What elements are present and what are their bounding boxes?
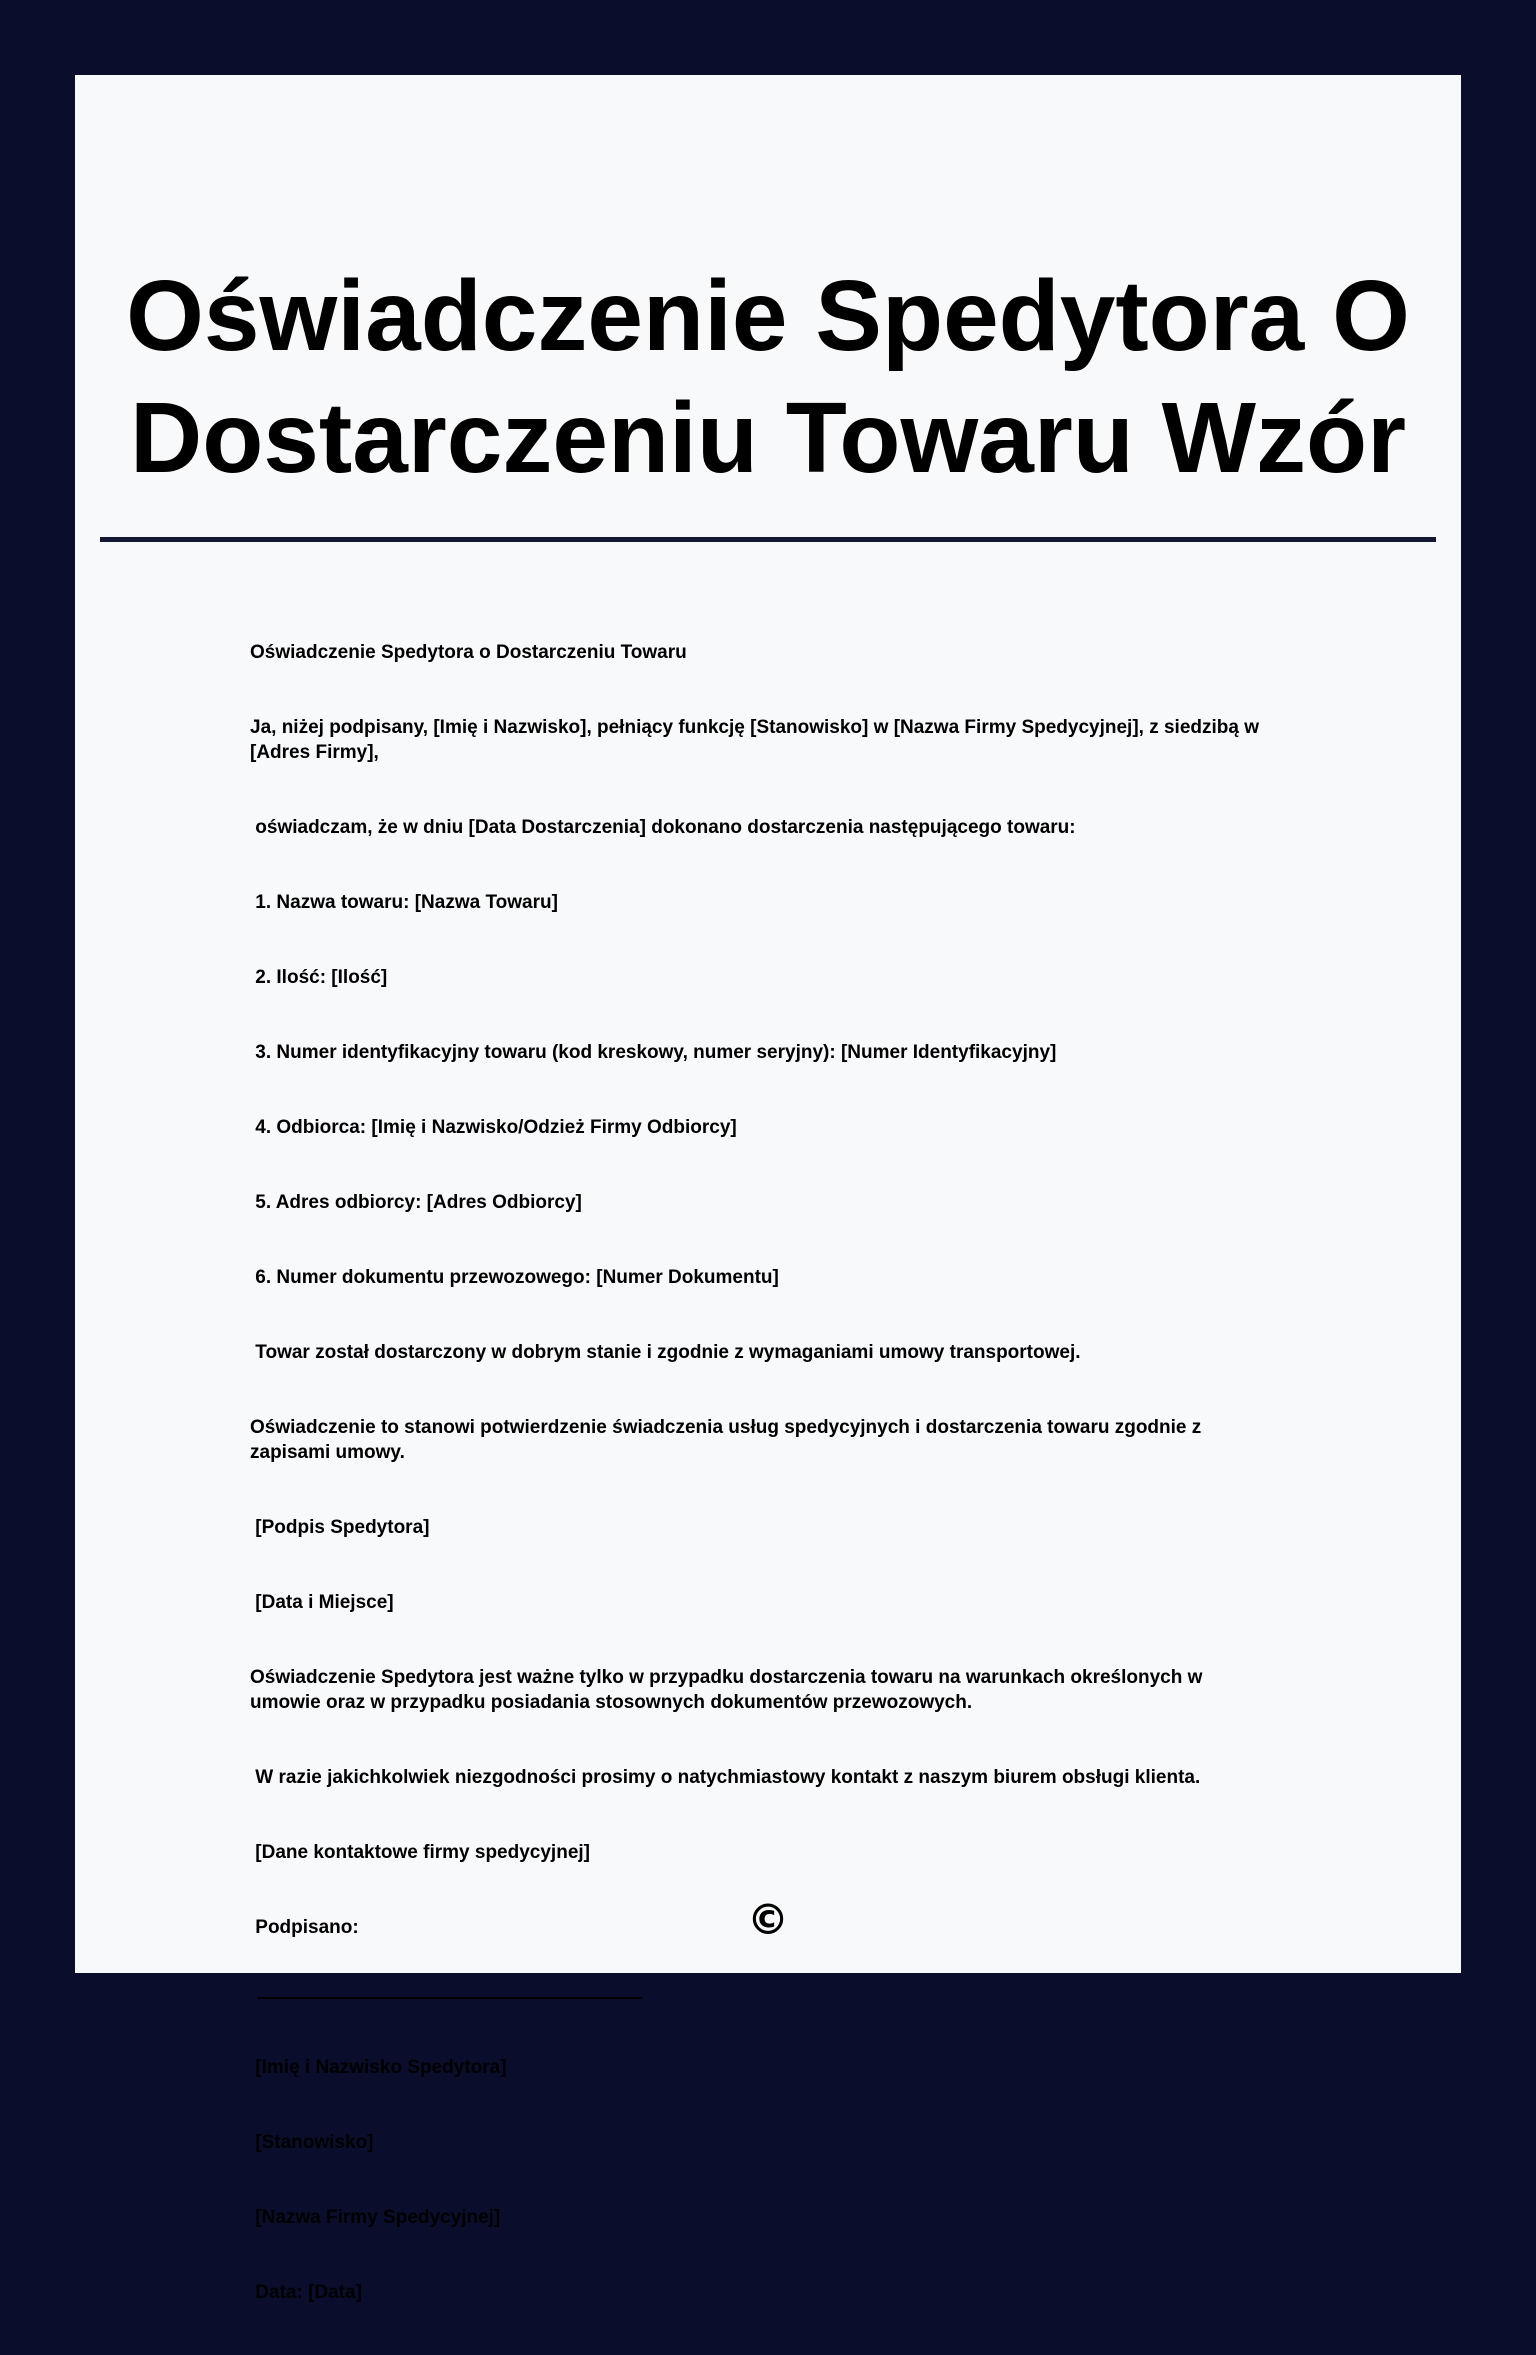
body-line-condition: Towar został dostarczony w dobrym stanie i zgodnie z wymaganiami umowy transportowej. xyxy=(250,1342,1081,1363)
list-item-recipient: 4. Odbiorca: [Imię i Nazwisko/Odzież Firmy Odbiorcy] xyxy=(250,1117,737,1138)
list-item-quantity: 2. Ilość: [Ilość] xyxy=(250,967,388,988)
placeholder-company-name: [Nazwa Firmy Spedycyjnej] xyxy=(250,2207,501,2228)
document-body xyxy=(250,590,1270,2355)
list-item-id-number: 3. Numer identyfikacyjny towaru (kod kreskowy, numer seryjny): [Numer Identyfikacyjny] xyxy=(250,1042,1057,1063)
placeholder-signature: [Podpis Spedytora] xyxy=(250,1517,430,1538)
document-title: Oświadczenie Spedytora O Dostarczeniu Towaru Wzór xyxy=(126,260,1410,494)
placeholder-position: [Stanowisko] xyxy=(250,2132,374,2153)
body-line-contact-note: W razie jakichkolwiek niezgodności prosimy o natychmiastowy kontakt z naszym biurem obsługi klienta. xyxy=(250,1767,1201,1788)
placeholder-date-place: [Data i Miejsce] xyxy=(250,1592,394,1613)
signed-label: Podpisano: xyxy=(250,1917,359,1938)
list-item-transport-document: 6. Numer dokumentu przewozowego: [Numer Dokumentu] xyxy=(250,1267,779,1288)
list-item-goods-name: 1. Nazwa towaru: [Nazwa Towaru] xyxy=(250,892,558,913)
body-line-heading: Oświadczenie Spedytora o Dostarczeniu Towaru xyxy=(250,642,687,663)
body-line-confirmation: Oświadczenie to stanowi potwierdzenie świadczenia usług spedycyjnych i dostarczenia towaru zgodnie z zapisami umowy. xyxy=(250,1417,1207,1463)
copyright-symbol: © xyxy=(747,1895,789,1944)
body-line-declaration: oświadczam, że w dniu [Data Dostarczenia] dokonano dostarczenia następującego towaru: xyxy=(250,817,1076,838)
signature-line xyxy=(257,1997,642,1999)
list-item-recipient-address: 5. Adres odbiorcy: [Adres Odbiorcy] xyxy=(250,1192,582,1213)
body-line-declarant: Ja, niżej podpisany, [Imię i Nazwisko], pełniący funkcję [Stanowisko] w [Nazwa Firmy Spedycyjnej], z siedzibą w [Adres Firmy], xyxy=(250,717,1265,763)
body-line-validity: Oświadczenie Spedytora jest ważne tylko w przypadku dostarczenia towaru na warunkach określonych w umowie oraz w przypadku posiadania stosownych dokumentów przewozowych. xyxy=(250,1667,1208,1713)
placeholder-forwarder-name: [Imię i Nazwisko Spedytora] xyxy=(250,2057,507,2078)
document-page xyxy=(75,75,1461,2303)
date-line: Data: [Data] xyxy=(250,2282,362,2303)
title-divider xyxy=(100,537,1436,542)
placeholder-contact-details: [Dane kontaktowe firmy spedycyjnej] xyxy=(250,1842,590,1863)
